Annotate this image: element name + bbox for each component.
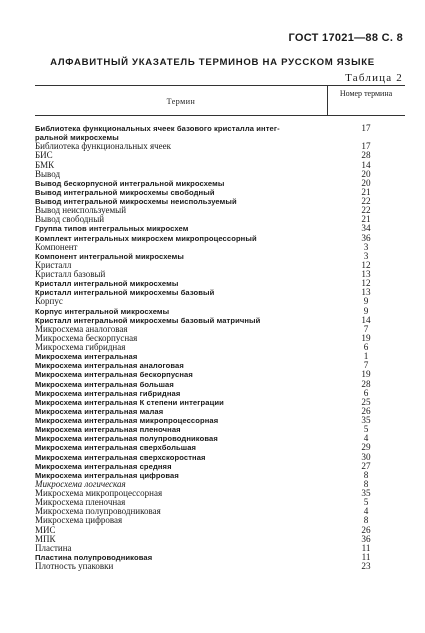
term-number-cell: 22 <box>361 205 371 216</box>
term-cell: Кристалл интегральной микросхемы базовый матричный <box>35 315 261 325</box>
term-cell: Вывод интегральной микросхемы свободный <box>35 187 215 197</box>
term-cell: Плотность упаковки <box>35 561 114 571</box>
term-cell: Микросхема интегральная малая <box>35 406 164 416</box>
table-row <box>35 562 405 571</box>
term-number-cell: 34 <box>361 223 371 234</box>
term-cell: Микросхема микропроцессорная <box>35 488 163 498</box>
term-cell: БИС <box>35 150 53 161</box>
table-row <box>35 462 405 471</box>
term-cell: Вывод интегральной микросхемы неиспользуемый <box>35 197 237 206</box>
table-row <box>35 252 405 261</box>
term-number-cell: 7 <box>363 323 369 334</box>
term-cell: Корпус интегральной микросхемы <box>35 306 170 316</box>
term-number-cell: 20 <box>361 168 371 179</box>
term-cell: Микросхема интегральная цифровая <box>35 470 179 480</box>
term-cell: Микросхема полупроводниковая <box>35 506 161 517</box>
table-row <box>35 142 405 151</box>
table-row <box>35 443 405 452</box>
page-title: АЛФАВИТНЫЙ УКАЗАТЕЛЬ ТЕРМИНОВ НА РУССКОМ ЯЗЫКЕ <box>50 57 375 68</box>
table-row <box>35 516 405 525</box>
term-cell: Вывод <box>35 168 61 179</box>
term-cell: Микросхема цифровая <box>35 515 123 526</box>
term-cell: Микросхема аналоговая <box>35 323 128 334</box>
table-row <box>35 297 405 306</box>
term-number-cell: 17 <box>361 141 371 152</box>
term-number-cell: 14 <box>361 314 371 325</box>
table-label: Таблица 2 <box>345 72 403 84</box>
term-number-cell: 28 <box>361 378 371 389</box>
term-number-cell: 13 <box>361 269 371 279</box>
term-number-cell: 28 <box>361 150 371 161</box>
term-cell: Группа типов интегральных микросхем <box>35 224 189 234</box>
table-row <box>35 279 405 288</box>
table-row <box>35 407 405 416</box>
term-cell: Микросхема интегральная гибридная <box>35 388 181 398</box>
term-number-cell: 35 <box>361 415 371 425</box>
table-row <box>35 398 405 407</box>
term-cell: Компонент <box>35 241 78 252</box>
term-cell: Микросхема интегральная К степени интеграции <box>35 397 224 407</box>
term-cell: Пластина <box>35 542 72 553</box>
term-cell: Кристалл интегральной микросхемы базовый <box>35 288 215 298</box>
term-cell: Микросхема интегральная сверхбольшая <box>35 443 197 453</box>
term-number-cell: 5 <box>363 424 369 435</box>
term-number-cell: 13 <box>361 287 371 298</box>
table-row <box>35 215 405 224</box>
table-row <box>35 343 405 352</box>
term-number-cell: 26 <box>361 524 371 535</box>
term-number-cell: 19 <box>361 369 371 380</box>
term-number-cell: 35 <box>361 488 371 498</box>
term-cell: МИС <box>35 524 56 535</box>
table-row <box>35 535 405 544</box>
term-number-cell: 6 <box>363 387 369 398</box>
term-cell: МПК <box>35 533 56 544</box>
table-row <box>35 526 405 535</box>
page-header: ГОСТ 17021—88 С. 8 <box>288 32 403 44</box>
table-row <box>35 370 405 379</box>
term-number-cell: 11 <box>361 551 371 562</box>
term-number-cell: 8 <box>363 515 369 526</box>
term-cell: Вывод неиспользуемый <box>35 205 127 216</box>
term-cell: Вывод свободный <box>35 214 105 225</box>
table-row <box>35 124 405 133</box>
table-row <box>35 416 405 425</box>
term-number-cell: 20 <box>361 177 371 188</box>
term-cell: Микросхема интегральная средняя <box>35 461 172 471</box>
term-number-cell: 30 <box>361 451 371 462</box>
term-number-cell: 3 <box>363 241 369 252</box>
table-row <box>35 544 405 553</box>
terms-table-body <box>35 124 405 571</box>
term-number-cell: 22 <box>361 196 371 206</box>
table-row <box>35 270 405 279</box>
term-number-cell: 21 <box>361 186 371 197</box>
term-number-cell: 8 <box>363 469 369 480</box>
table-row <box>35 188 405 197</box>
term-cell: Пластина полупроводниковая <box>35 552 153 562</box>
term-number-cell: 3 <box>363 250 369 261</box>
term-number-cell: 9 <box>363 296 369 307</box>
table-row <box>35 243 405 252</box>
term-number-cell: 12 <box>361 278 371 289</box>
term-cell: Кристалл интегральной микросхемы <box>35 279 179 289</box>
table-row <box>35 224 405 233</box>
term-number-cell: 25 <box>361 396 371 407</box>
table-row <box>35 234 405 243</box>
term-cell: Библиотека функциональных ячеек <box>35 141 171 152</box>
term-cell: Комплект интегральных микросхем микропроцессорный <box>35 233 257 243</box>
term-number-cell: 5 <box>363 497 369 508</box>
term-number-cell: 36 <box>361 533 371 544</box>
term-cell: Микросхема логическая <box>35 478 126 489</box>
term-cell: Микросхема пленочная <box>35 497 126 508</box>
column-header-number-line1: Номер <box>339 89 363 98</box>
term-cell: Микросхема бескорпусная <box>35 332 138 343</box>
term-cell: Микросхема интегральная сверхскоростная <box>35 452 206 462</box>
term-cell: Микросхема интегральная пленочная <box>35 425 181 435</box>
table-row <box>35 307 405 316</box>
term-number-cell: 12 <box>361 259 371 270</box>
table-row <box>35 361 405 370</box>
term-number-cell: 29 <box>361 442 371 453</box>
column-header-number-line2: термина <box>364 89 393 98</box>
term-number-cell: 36 <box>361 232 371 243</box>
term-number-cell: 26 <box>361 405 371 416</box>
term-number-cell: 6 <box>363 342 369 352</box>
table-row <box>35 453 405 462</box>
table-row <box>35 380 405 389</box>
term-cell: Вывод бескорпусной интегральной микросхемы <box>35 178 225 188</box>
term-number-cell: 9 <box>363 305 369 316</box>
term-cell: Микросхема гибридная <box>35 342 126 352</box>
term-cell: ральной микросхемы <box>35 133 119 143</box>
term-number-cell: 1 <box>363 351 369 362</box>
term-number-cell: 27 <box>361 460 371 471</box>
term-cell: Микросхема интегральная большая <box>35 379 174 389</box>
table-row <box>35 425 405 434</box>
term-number-cell: 23 <box>361 561 371 571</box>
term-number-cell: 21 <box>361 214 371 225</box>
term-cell: Библиотека функциональных ячеек базового кристалла интег- <box>35 124 280 133</box>
term-cell: Кристалл базовый <box>35 269 106 279</box>
term-number-cell: 8 <box>363 478 369 489</box>
term-cell: Микросхема интегральная бескорпусная <box>35 370 193 380</box>
term-number-cell: 11 <box>361 542 371 553</box>
term-number-cell: 4 <box>363 506 369 517</box>
table-row <box>35 288 405 297</box>
term-cell: Микросхема интегральная полупроводниковая <box>35 434 218 444</box>
term-cell: Корпус <box>35 296 63 307</box>
table-row <box>35 151 405 160</box>
term-number-cell: 17 <box>361 123 371 133</box>
term-cell: Микросхема интегральная <box>35 352 138 362</box>
column-header-number <box>327 89 405 98</box>
term-cell: БМК <box>35 159 55 170</box>
table-row <box>35 161 405 170</box>
column-header-term: Термин <box>166 97 196 106</box>
term-cell: Микросхема интегральная аналоговая <box>35 361 184 371</box>
term-cell: Микросхема интегральная микропроцессорная <box>35 416 219 425</box>
term-cell: Компонент интегральной микросхемы <box>35 251 184 261</box>
table-row <box>35 179 405 188</box>
term-number-cell: 14 <box>361 159 371 170</box>
term-number-cell: 7 <box>363 360 369 371</box>
table-row <box>35 170 405 179</box>
table-row <box>35 389 405 398</box>
table-row <box>35 434 405 443</box>
table-top-rule <box>35 85 405 86</box>
term-number-cell: 4 <box>363 433 369 444</box>
term-number-cell: 19 <box>361 332 371 343</box>
term-cell: Кристалл <box>35 259 72 270</box>
table-header-rule <box>35 115 405 116</box>
table-row <box>35 352 405 361</box>
